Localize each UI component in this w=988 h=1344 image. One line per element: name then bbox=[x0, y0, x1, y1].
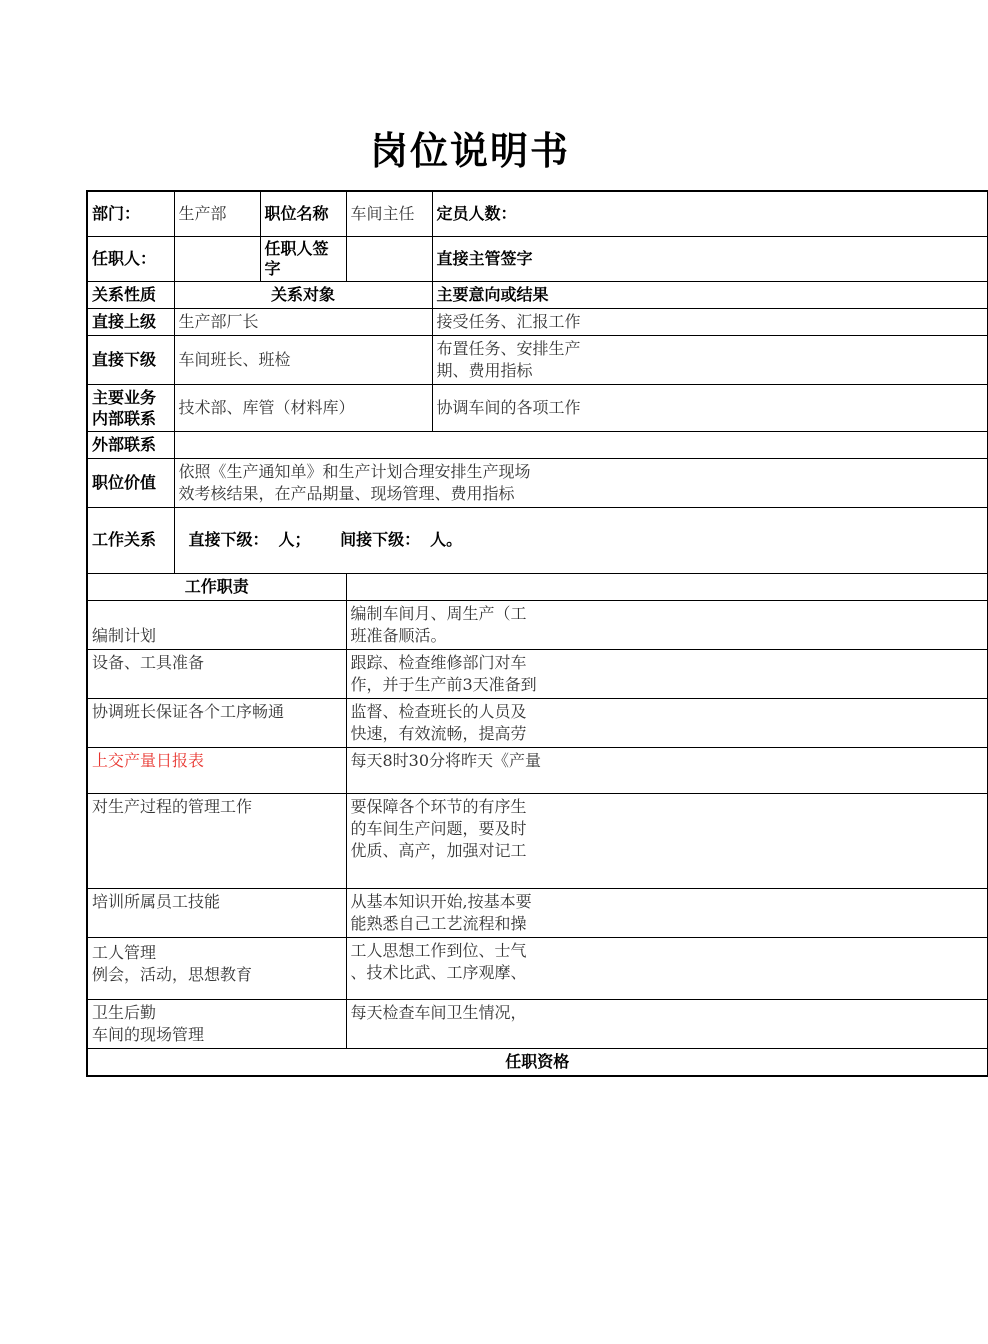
position-value: 车间主任 bbox=[346, 191, 432, 236]
duties-col-desc bbox=[346, 573, 987, 600]
relation-nature: 主要业务 内部联系 bbox=[87, 384, 174, 431]
relation-nature: 直接上级 bbox=[87, 308, 174, 335]
work-relation-label: 工作关系 bbox=[87, 507, 174, 573]
duty-row bbox=[87, 937, 987, 999]
duty-row bbox=[87, 698, 987, 747]
relation-intent: 接受任务、汇报工作 bbox=[432, 308, 987, 335]
work-relation-row bbox=[87, 507, 987, 573]
page-title-wrap bbox=[0, 118, 571, 178]
value-label: 职位价值 bbox=[87, 458, 174, 507]
holder-sign-value[interactable] bbox=[346, 236, 432, 281]
relation-object: 生产部厂长 bbox=[174, 308, 432, 335]
duty-name: 编制计划 bbox=[87, 600, 346, 649]
indirect-subordinate-label: 间接下级： bbox=[340, 530, 421, 549]
relation-row bbox=[87, 335, 987, 384]
relation-nature: 外部联系 bbox=[87, 431, 174, 458]
dept-label: 部门： bbox=[87, 191, 174, 236]
headcount-label: 定员人数： bbox=[432, 191, 987, 236]
relation-row bbox=[87, 431, 987, 458]
supervisor-sign-label: 直接主管签字 bbox=[432, 236, 987, 281]
duty-desc: 每天8时30分将昨天《产量 bbox=[346, 747, 987, 793]
relations-header bbox=[87, 281, 987, 308]
relation-object: 车间班长、班检 bbox=[174, 335, 432, 384]
duty-name: 卫生后勤 车间的现场管理 bbox=[87, 999, 346, 1048]
qualification-heading: 任职资格 bbox=[87, 1048, 987, 1076]
duty-name: 培训所属员工技能 bbox=[87, 888, 346, 937]
value-text: 依照《生产通知单》和生产计划合理安排生产现场 效考核结果，在产品期量、现场管理、费用指标 bbox=[174, 458, 987, 507]
duty-desc: 要保障各个环节的有序生 的车间生产问题，要及时 优质、高产，加强对记工 bbox=[346, 793, 987, 888]
relation-row bbox=[87, 308, 987, 335]
relation-object bbox=[174, 431, 987, 458]
relation-nature: 直接下级 bbox=[87, 335, 174, 384]
header-row-2 bbox=[87, 236, 987, 281]
duty-name-highlight: 上交产量日报表 bbox=[87, 747, 346, 793]
relation-intent: 布置任务、安排生产 期、费用指标 bbox=[432, 335, 987, 384]
relation-row bbox=[87, 384, 987, 431]
duty-desc: 编制车间月、周生产（工 班准备顺活。 bbox=[346, 600, 987, 649]
header-row-1 bbox=[87, 191, 987, 236]
duty-desc: 从基本知识开始,按基本要 能熟悉自己工艺流程和操 bbox=[346, 888, 987, 937]
relations-col-intent: 主要意向或结果 bbox=[432, 281, 987, 308]
relation-object: 技术部、库管（材料库） bbox=[174, 384, 432, 431]
duty-name: 设备、工具准备 bbox=[87, 649, 346, 698]
duty-desc: 每天检查车间卫生情况， bbox=[346, 999, 987, 1048]
duty-desc: 监督、检查班长的人员及 快速，有效流畅，提高劳 bbox=[346, 698, 987, 747]
direct-subordinate-label: 直接下级： bbox=[188, 530, 269, 549]
duty-desc: 工人思想工作到位、士气 、技术比武、工序观摩、 bbox=[346, 937, 987, 999]
duty-row bbox=[87, 999, 987, 1048]
holder-label: 任职人： bbox=[87, 236, 174, 281]
direct-subordinate-unit: 人； bbox=[278, 530, 311, 549]
duty-desc: 跟踪、检查维修部门对车 作，并于生产前3天准备到 bbox=[346, 649, 987, 698]
duty-row bbox=[87, 888, 987, 937]
duty-row bbox=[87, 793, 987, 888]
dept-value: 生产部 bbox=[174, 191, 260, 236]
value-row bbox=[87, 458, 987, 507]
position-label: 职位名称 bbox=[260, 191, 346, 236]
relations-col-nature: 关系性质 bbox=[87, 281, 174, 308]
work-relation-detail bbox=[174, 507, 987, 573]
duty-row bbox=[87, 747, 987, 793]
duties-header bbox=[87, 573, 987, 600]
relations-col-object: 关系对象 bbox=[174, 281, 432, 308]
page-title: 岗位说明书 bbox=[370, 129, 571, 173]
duty-name: 工人管理 例会，活动，思想教育 bbox=[87, 937, 346, 999]
holder-sign-label: 任职人签字 bbox=[260, 236, 346, 281]
footer-row bbox=[87, 1048, 987, 1076]
duty-name: 协调班长保证各个工序畅通 bbox=[87, 698, 346, 747]
duty-row bbox=[87, 649, 987, 698]
duty-row bbox=[87, 600, 987, 649]
indirect-subordinate-unit: 人。 bbox=[430, 530, 463, 549]
holder-value[interactable] bbox=[174, 236, 260, 281]
duty-name: 对生产过程的管理工作 bbox=[87, 793, 346, 888]
job-description-sheet bbox=[86, 190, 581, 1071]
duties-col-duty: 工作职责 bbox=[87, 573, 346, 600]
relation-intent: 协调车间的各项工作 bbox=[432, 384, 987, 431]
job-description-table bbox=[86, 190, 988, 1077]
